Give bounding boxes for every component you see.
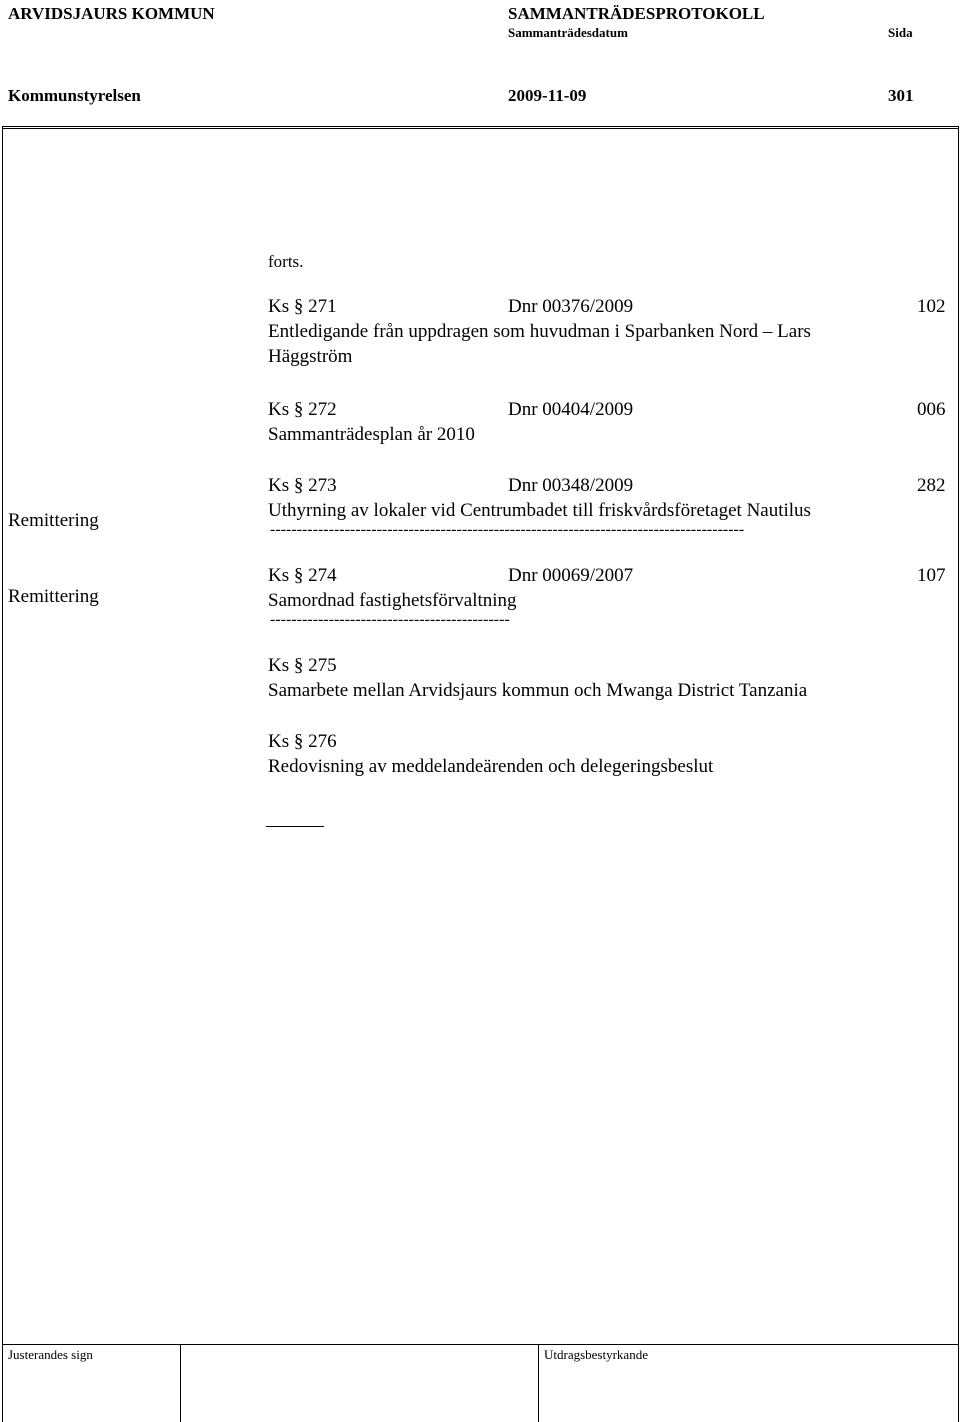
- committee-name: Kommunstyrelsen: [8, 86, 141, 105]
- signature-label: Justerandes sign: [8, 1347, 93, 1362]
- document-type: SAMMANTRÄDESPROTOKOLL: [508, 4, 765, 23]
- paragraph-number: Ks § 274: [268, 565, 337, 586]
- date-label: Sammanträdesdatum: [508, 25, 628, 40]
- diary-number: Dnr 00376/2009: [508, 296, 634, 317]
- dashed-separator: -----------------------------------------------------------------------------------------: [270, 521, 745, 538]
- frame-top-rule: [2, 126, 958, 127]
- extract-certification-label: Utdragsbestyrkande: [544, 1347, 648, 1362]
- case-code: 107: [917, 565, 946, 586]
- footer-divider: [538, 1344, 539, 1422]
- paragraph-number: Ks § 273: [268, 475, 337, 496]
- case-code: 006: [917, 399, 946, 420]
- item-title: Sammanträdesplan år 2010: [268, 424, 475, 445]
- end-of-list-rule: [266, 826, 324, 827]
- diary-number: Dnr 00404/2009: [508, 399, 634, 420]
- paragraph-number: Ks § 276: [268, 731, 337, 752]
- municipality-name: ARVIDSJAURS KOMMUN: [8, 4, 215, 23]
- footer-top-rule: [2, 1344, 958, 1345]
- paragraph-number: Ks § 272: [268, 399, 337, 420]
- item-title: Entledigande från uppdragen som huvudman i Sparbanken Nord – Lars: [268, 321, 811, 342]
- frame-left-border: [2, 126, 3, 1422]
- item-title: Uthyrning av lokaler vid Centrumbadet till friskvårdsföretaget Nautilus: [268, 500, 811, 521]
- item-title-continued: Häggström: [268, 346, 353, 367]
- item-title: Redovisning av meddelandeärenden och delegeringsbeslut: [268, 756, 714, 777]
- diary-number: Dnr 00069/2007: [508, 565, 634, 586]
- item-title: Samordnad fastighetsförvaltning: [268, 590, 517, 611]
- dashed-separator: ---------------------------------------------: [270, 611, 510, 628]
- side-note-remittering: Remittering: [8, 586, 99, 607]
- page-number: 301: [888, 86, 914, 105]
- paragraph-number: Ks § 275: [268, 655, 337, 676]
- paragraph-number: Ks § 271: [268, 296, 337, 317]
- item-title: Samarbete mellan Arvidsjaurs kommun och Mwanga District Tanzania: [268, 680, 808, 701]
- meeting-date: 2009-11-09: [508, 86, 587, 105]
- frame-top-rule-inner: [2, 128, 958, 129]
- footer-divider: [180, 1344, 181, 1422]
- diary-number: Dnr 00348/2009: [508, 475, 634, 496]
- page-label: Sida: [888, 25, 913, 40]
- case-code: 102: [917, 296, 946, 317]
- continued-label: forts.: [268, 252, 304, 271]
- case-code: 282: [917, 475, 946, 496]
- frame-right-border: [958, 126, 959, 1422]
- side-note-remittering: Remittering: [8, 510, 99, 531]
